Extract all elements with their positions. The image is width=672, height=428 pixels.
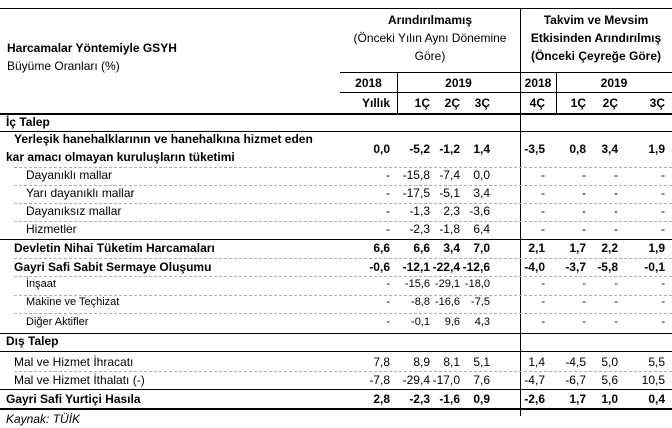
table-cell: -29,4: [402, 373, 430, 387]
table-cell: -17,5: [402, 186, 430, 200]
table-cell: -1,2: [439, 142, 460, 156]
table-cell: 2,1: [528, 241, 545, 255]
table-cell: 4,3: [474, 316, 490, 328]
table-cell: -1,8: [439, 222, 460, 236]
table-cell: 10,5: [641, 373, 665, 387]
table-cell: -: [541, 296, 545, 308]
table-cell: -: [661, 222, 665, 236]
table-cell: 7,8: [373, 355, 390, 369]
table-title: Harcamalar Yöntemiyle GSYH: [7, 41, 177, 55]
table-cell: -: [614, 222, 618, 236]
table-cell: -8,8: [411, 296, 430, 308]
table-cell: -: [661, 186, 665, 200]
table-cell: 1,4: [473, 142, 490, 156]
row-label: Mal ve Hizmet İhracatı: [14, 355, 134, 369]
row-separator: [14, 371, 672, 372]
row-separator: [0, 351, 672, 352]
group2-title1: Takvim ve Mevsim: [543, 13, 649, 27]
table-cell: -7,8: [369, 373, 390, 387]
table-cell: 1,0: [601, 392, 618, 406]
subcol-rule: [340, 92, 672, 93]
table-cell: 6,6: [413, 241, 430, 255]
table-cell: -17,0: [432, 373, 460, 387]
table-cell: -1,3: [409, 204, 430, 218]
table-cell: 1,9: [648, 142, 665, 156]
row-separator: [14, 276, 672, 277]
row-label: Dayanıksız mallar: [26, 204, 122, 218]
row-label: Dayanıklı mallar: [26, 168, 113, 182]
row-label: Devletin Nihai Tüketim Harcamaları: [14, 241, 215, 255]
table-cell: 0,8: [569, 142, 586, 156]
table-cell: 1,7: [569, 241, 586, 255]
table-cell: -22,4: [432, 260, 460, 274]
table-cell: -5,2: [409, 142, 430, 156]
table-cell: 5,5: [648, 355, 665, 369]
row-separator: [14, 167, 672, 168]
row-label: Gayri Safi Yurtiçi Hasıla: [6, 392, 141, 406]
subcol-1c-b: 1Ç: [570, 96, 586, 110]
row-label: Gayri Safi Sabit Sermaye Oluşumu: [14, 260, 212, 274]
table-cell: 2,2: [601, 241, 618, 255]
table-cell: 8,1: [443, 355, 460, 369]
table-cell: 7,6: [473, 373, 490, 387]
row-label-cont: kar amacı olmayan kuruluşların tüketimi: [6, 150, 235, 164]
row-separator: [14, 258, 672, 259]
table-cell: -3,7: [565, 260, 586, 274]
year-2018-b: 2018: [524, 76, 552, 90]
year-rule: [340, 72, 672, 73]
table-cell: 5,0: [601, 355, 618, 369]
table-cell: -: [614, 278, 618, 290]
subcol-yillik: Yıllık: [361, 96, 390, 110]
group2-title3: (Önceki Çeyreğe Göre): [530, 49, 662, 63]
table-cell: -: [661, 316, 665, 328]
table-cell: -16,6: [434, 296, 460, 308]
table-cell: -: [541, 168, 545, 182]
table-cell: 8,9: [413, 355, 430, 369]
subcol-1c-a: 1Ç: [414, 96, 430, 110]
row-separator: [14, 221, 672, 222]
table-cell: -18,0: [464, 278, 490, 290]
table-cell: -: [582, 204, 586, 218]
row-separator: [14, 313, 672, 314]
table-cell: -6,7: [565, 373, 586, 387]
source-note: Kaynak: TÜİK: [6, 412, 81, 426]
row-separator: [0, 408, 672, 410]
table-cell: -4,5: [565, 355, 586, 369]
year-2018-a: 2018: [355, 76, 382, 90]
table-cell: -7,4: [439, 168, 460, 182]
table-cell: -: [386, 316, 390, 328]
row-label: Makine ve Teçhizat: [26, 296, 120, 308]
header-bottom-rule: [0, 113, 672, 115]
table-cell: -4,0: [524, 260, 545, 274]
table-cell: -: [386, 204, 390, 218]
table-cell: 5,1: [473, 355, 490, 369]
table-cell: -0,6: [369, 260, 390, 274]
top-rule: [0, 8, 672, 9]
table-cell: -: [614, 316, 618, 328]
group1-sub2: Göre): [414, 49, 446, 63]
row-label: Dış Talep: [6, 334, 59, 348]
group1-title: Arındırılmamış: [387, 13, 473, 27]
table-cell: -15,8: [402, 168, 430, 182]
table-cell: -4,7: [524, 373, 545, 387]
table-cell: -: [582, 222, 586, 236]
table-cell: 1,7: [569, 392, 586, 406]
table-cell: 0,9: [473, 392, 490, 406]
table-cell: -: [582, 278, 586, 290]
row-separator: [0, 389, 672, 390]
table-cell: -: [541, 222, 545, 236]
table-cell: -12,1: [402, 260, 430, 274]
table-cell: 1,4: [528, 355, 545, 369]
table-cell: -: [386, 222, 390, 236]
table-cell: -0,1: [644, 260, 665, 274]
table-cell: -1,6: [439, 392, 460, 406]
table-cell: -: [614, 296, 618, 308]
table-cell: -5,8: [597, 260, 618, 274]
table-cell: 2,3: [443, 204, 460, 218]
table-cell: -: [614, 168, 618, 182]
row-label: İç Talep: [6, 115, 50, 129]
table-cell: -: [386, 296, 390, 308]
row-separator: [0, 239, 672, 240]
table-cell: -: [541, 278, 545, 290]
table-cell: 6,6: [373, 241, 390, 255]
row-label: Yarı dayanıklı mallar: [26, 186, 135, 200]
table-cell: 0,0: [473, 168, 490, 182]
table-cell: -12,6: [462, 260, 490, 274]
table-cell: -7,5: [471, 296, 490, 308]
table-cell: -: [386, 278, 390, 290]
table-cell: -2,3: [409, 392, 430, 406]
table-cell: -3,5: [524, 142, 545, 156]
table-cell: 5,6: [601, 373, 618, 387]
table-cell: -: [614, 186, 618, 200]
table-cell: 0,4: [648, 392, 665, 406]
table-cell: -: [661, 168, 665, 182]
table-subtitle: Büyüme Oranları (%): [7, 59, 120, 73]
subcol-3c-b: 3Ç: [649, 96, 665, 110]
table-cell: -: [614, 204, 618, 218]
table-cell: 1,9: [648, 241, 665, 255]
table-cell: -2,3: [409, 222, 430, 236]
table-cell: 3,4: [473, 186, 490, 200]
row-label: Mal ve Hizmet İthalatı (-): [14, 373, 145, 387]
table-cell: -: [541, 204, 545, 218]
table-cell: 3,4: [443, 241, 460, 255]
table-cell: 2,8: [373, 392, 390, 406]
row-label: Hizmetler: [26, 222, 77, 236]
table-cell: -: [661, 278, 665, 290]
row-label: İnşaat: [26, 278, 56, 290]
table-cell: -: [582, 186, 586, 200]
row-label: Diğer Aktifler: [26, 316, 89, 328]
table-cell: 0,0: [373, 142, 390, 156]
table-cell: -: [582, 168, 586, 182]
table-cell: -5,1: [439, 186, 460, 200]
subcol-2c-a: 2Ç: [444, 96, 460, 110]
table-cell: -: [541, 316, 545, 328]
year-2019-a: 2019: [445, 76, 472, 90]
group1-sub1: (Önceki Yılın Aynı Dönemine: [353, 31, 507, 45]
subcol-2c-b: 2Ç: [602, 96, 618, 110]
table-cell: -15,6: [404, 278, 430, 290]
table-cell: -: [661, 204, 665, 218]
table-cell: -0,1: [411, 316, 430, 328]
year-2019-b: 2019: [600, 76, 628, 90]
row-separator: [0, 333, 672, 334]
table-cell: 6,4: [473, 222, 490, 236]
table-cell: 9,6: [444, 316, 460, 328]
group2-title2: Etkisinden Arındırılmış: [530, 31, 662, 45]
table-cell: -: [661, 296, 665, 308]
subcol-3c-a: 3Ç: [474, 96, 490, 110]
table-cell: 7,0: [473, 241, 490, 255]
table-cell: -29,1: [434, 278, 460, 290]
table-cell: -2,6: [524, 392, 545, 406]
table-cell: -: [386, 168, 390, 182]
table-cell: -: [582, 316, 586, 328]
row-label: Yerleşik hanehalklarının ve hanehalkına hizmet eden: [14, 132, 313, 146]
table-cell: -: [582, 296, 586, 308]
table-cell: -3,6: [469, 204, 490, 218]
table-cell: -: [541, 186, 545, 200]
table-cell: -: [386, 186, 390, 200]
subcol-4c-b: 4Ç: [529, 96, 545, 110]
table-cell: 3,4: [601, 142, 618, 156]
